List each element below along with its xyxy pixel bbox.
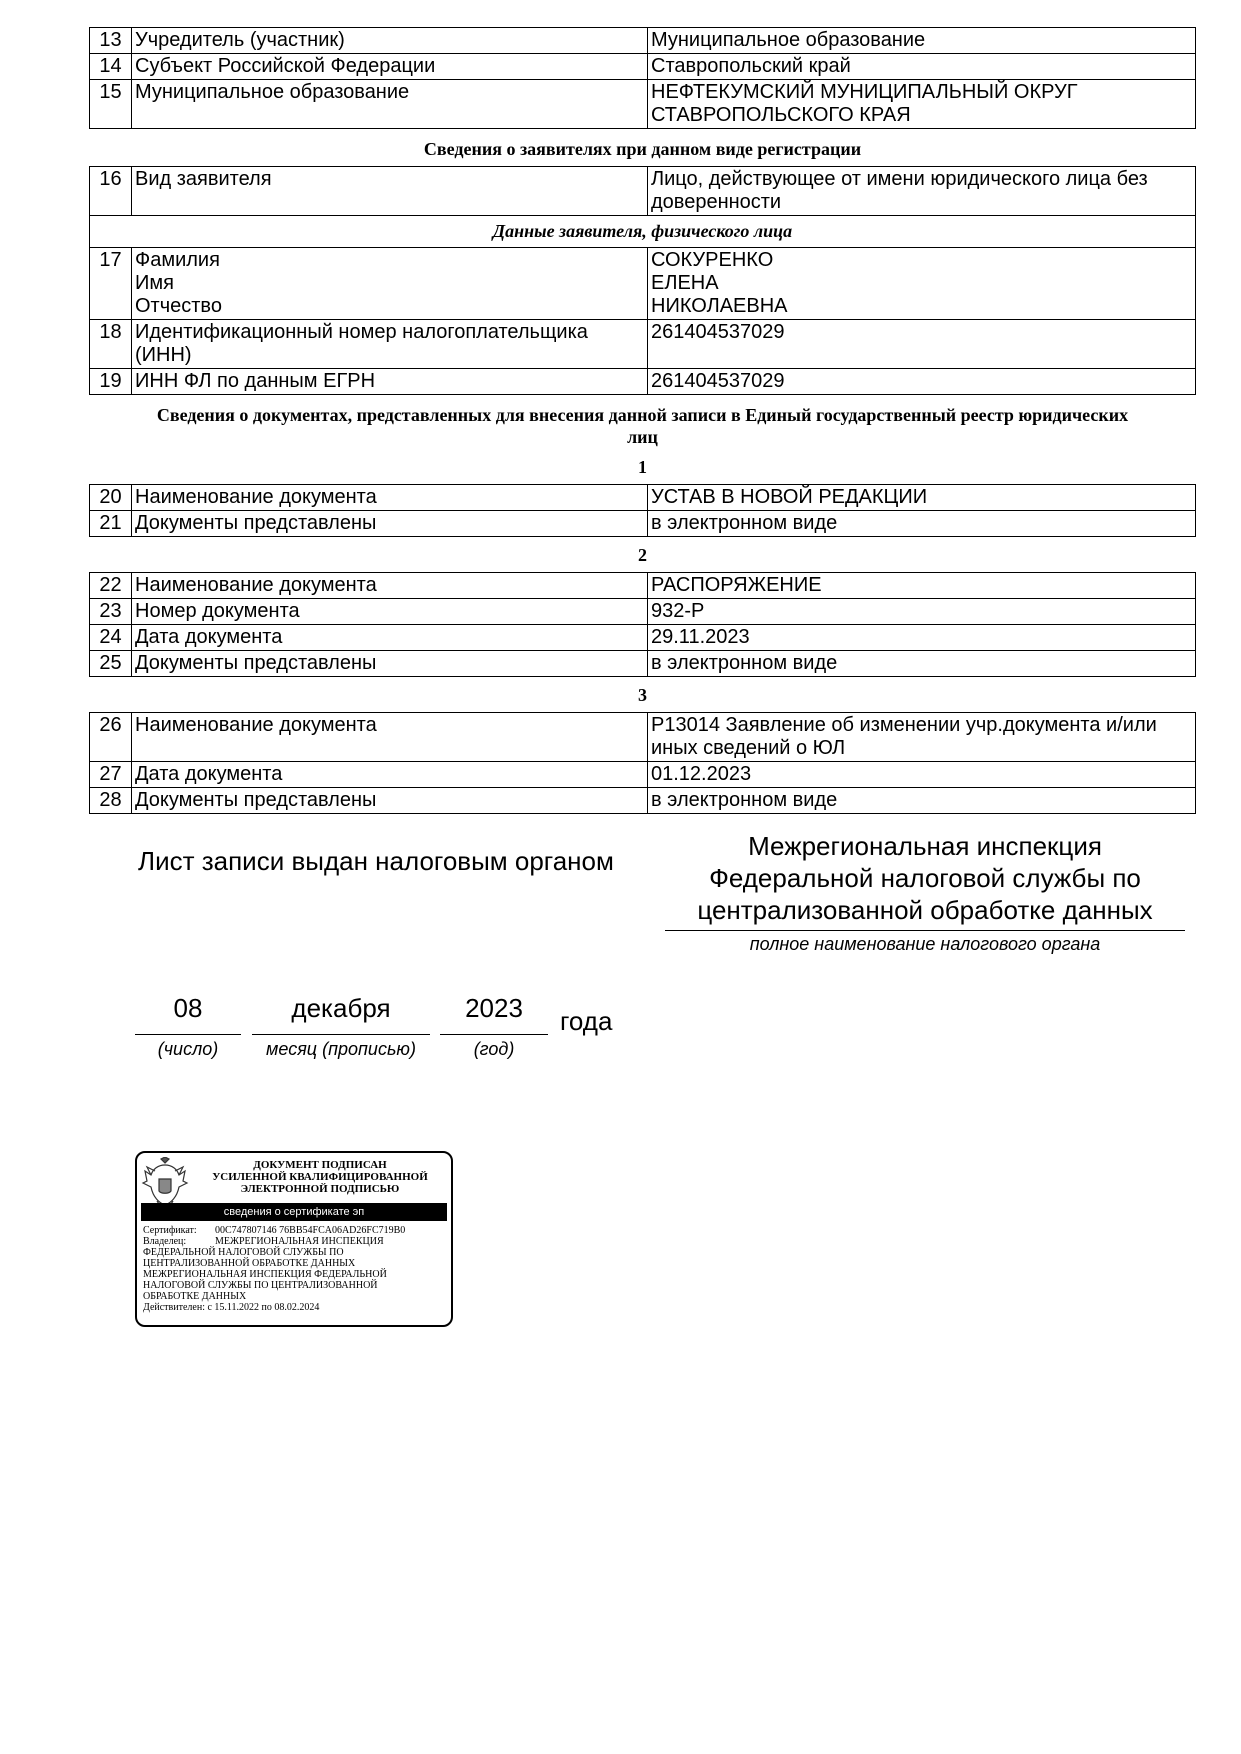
table-row	[90, 167, 1196, 216]
surname-label: Фамилия	[135, 249, 220, 271]
row-value	[648, 54, 1196, 80]
value-line: Муниципальное образование	[651, 29, 926, 51]
row-label: Документы представлены	[132, 651, 648, 677]
authority-line: централизованной обработке данных	[697, 895, 1153, 925]
row-label: Документы представлены	[132, 788, 648, 814]
row-label: Дата документа	[132, 625, 648, 651]
document-table	[89, 484, 1196, 537]
document-table	[89, 712, 1196, 814]
heading-line: Сведения о документах, представленных для внесения данной записи в Единый государственный реестр юридических	[156, 405, 1129, 425]
table-row	[90, 369, 1196, 395]
row-number: 14	[90, 54, 132, 80]
owner-line: ОБРАБОТКЕ ДАННЫХ	[143, 1291, 247, 1302]
row-number: 22	[90, 573, 132, 599]
tax-authority-name	[665, 830, 1185, 926]
row-number: 18	[90, 320, 132, 369]
row-value: в электронном виде	[648, 651, 1196, 677]
row-value: 932-Р	[648, 599, 1196, 625]
value-line: доверенности	[651, 191, 782, 213]
table-row	[90, 625, 1196, 651]
row-number: 17	[90, 248, 132, 320]
date-year-caption: (год)	[473, 1039, 515, 1059]
row-value: 29.11.2023	[648, 625, 1196, 651]
validity-value: с 15.11.2022 по 08.02.2024	[207, 1302, 320, 1313]
table-row	[90, 80, 1196, 129]
document-index: 2	[638, 545, 647, 565]
row-number: 21	[90, 511, 132, 537]
row-label: Номер документа	[132, 599, 648, 625]
value-line: Ставропольский край	[651, 55, 851, 77]
row-number: 15	[90, 80, 132, 129]
table-row	[90, 599, 1196, 625]
stamp-title-line: ЭЛЕКТРОННОЙ ПОДПИСЬЮ	[240, 1183, 400, 1195]
certificate-value: 00C747807146 76BB54FCA06AD26FC719B0	[215, 1225, 406, 1236]
date-day: 08	[173, 993, 203, 1023]
applicants-heading: Сведения о заявителях при данном виде регистрации	[423, 139, 862, 159]
date-month-underline	[252, 1034, 430, 1035]
table-row	[90, 320, 1196, 369]
row-value: 261404537029	[648, 320, 1196, 369]
row-label: Учредитель (участник)	[132, 28, 648, 54]
date-suffix: года	[560, 1006, 613, 1036]
applicants-table	[89, 166, 1196, 395]
value-line: НЕФТЕКУМСКИЙ МУНИЦИПАЛЬНЫЙ ОКРУГ	[651, 81, 1078, 103]
owner-row	[143, 1236, 447, 1247]
electronic-signature-stamp	[135, 1151, 453, 1327]
date-month-caption: месяц (прописью)	[266, 1039, 416, 1059]
row-value	[648, 713, 1196, 762]
stamp-title-line: ДОКУМЕНТ ПОДПИСАН	[253, 1159, 387, 1171]
certificate-details	[143, 1225, 447, 1313]
row-number: 26	[90, 713, 132, 762]
document-table	[89, 572, 1196, 677]
value-line: Лицо, действующее от имени юридического лица без	[651, 168, 1148, 190]
table-row	[90, 511, 1196, 537]
row-number: 20	[90, 485, 132, 511]
row-value: РАСПОРЯЖЕНИЕ	[648, 573, 1196, 599]
owner-label: Владелец:	[143, 1236, 187, 1247]
row-value: в электронном виде	[648, 511, 1196, 537]
owner-line: ФЕДЕРАЛЬНОЙ НАЛОГОВОЙ СЛУЖБЫ ПО	[143, 1247, 344, 1258]
authority-caption: полное наименование налогового органа	[749, 934, 1101, 954]
date-month: декабря	[291, 993, 391, 1023]
owner-line: МЕЖРЕГИОНАЛЬНАЯ ИНСПЕКЦИЯ ФЕДЕРАЛЬНОЙ	[143, 1269, 387, 1280]
row-label: Вид заявителя	[132, 167, 648, 216]
table-row	[90, 248, 1196, 320]
owner-line: МЕЖРЕГИОНАЛЬНАЯ ИНСПЕКЦИЯ	[215, 1236, 384, 1247]
label-line: (ИНН)	[135, 344, 192, 366]
value-line: СТАВРОПОЛЬСКОГО КРАЯ	[651, 104, 911, 126]
row-value: в электронном виде	[648, 788, 1196, 814]
certificate-label: Сертификат:	[143, 1225, 197, 1236]
row-value: УСТАВ В НОВОЙ РЕДАКЦИИ	[648, 485, 1196, 511]
table-row	[90, 573, 1196, 599]
table-row	[90, 713, 1196, 762]
row-label: Наименование документа	[132, 573, 648, 599]
row-label	[132, 320, 648, 369]
table-row	[90, 788, 1196, 814]
row-label: Субъект Российской Федерации	[132, 54, 648, 80]
date-day-underline	[135, 1034, 241, 1035]
first-name-value: ЕЛЕНА	[651, 272, 719, 294]
validity-row	[143, 1302, 447, 1313]
first-name-label: Имя	[135, 272, 174, 294]
row-label: Наименование документа	[132, 713, 648, 762]
patronymic-value: НИКОЛАЕВНА	[651, 295, 788, 317]
row-value	[648, 80, 1196, 129]
row-number: 28	[90, 788, 132, 814]
row-value: 01.12.2023	[648, 762, 1196, 788]
coat-of-arms-icon	[141, 1157, 189, 1209]
document-index: 1	[638, 457, 647, 477]
label-line: Идентификационный номер налогоплательщика	[135, 321, 588, 343]
stamp-title-line: УСИЛЕННОЙ КВАЛИФИЦИРОВАННОЙ	[212, 1171, 428, 1183]
surname-value: СОКУРЕНКО	[651, 249, 774, 271]
owner-line: НАЛОГОВОЙ СЛУЖБЫ ПО ЦЕНТРАЛИЗОВАННОЙ	[143, 1280, 378, 1291]
row-label: Дата документа	[132, 762, 648, 788]
patronymic-label: Отчество	[135, 295, 222, 317]
row-number: 27	[90, 762, 132, 788]
validity-label: Действителен:	[143, 1302, 205, 1313]
row-label: Муниципальное образование	[132, 80, 648, 129]
row-label: Наименование документа	[132, 485, 648, 511]
table-row	[90, 485, 1196, 511]
row-value: 261404537029	[648, 369, 1196, 395]
row-value	[648, 28, 1196, 54]
date-day-caption: (число)	[157, 1039, 219, 1059]
row-label: ИНН ФЛ по данным ЕГРН	[132, 369, 648, 395]
row-number: 13	[90, 28, 132, 54]
authority-line: Межрегиональная инспекция	[748, 831, 1102, 861]
table-row	[90, 651, 1196, 677]
table-subheading-row	[90, 216, 1196, 248]
date-year-underline	[440, 1034, 548, 1035]
issued-label: Лист записи выдан налоговым органом	[138, 846, 614, 876]
row-value	[648, 248, 1196, 320]
stamp-title	[191, 1159, 449, 1195]
value-line: иных сведений о ЮЛ	[651, 737, 846, 759]
row-number: 19	[90, 369, 132, 395]
documents-heading	[89, 404, 1196, 448]
certificate-info-bar: сведения о сертификате эп	[141, 1203, 447, 1221]
value-line: Р13014 Заявление об изменении учр.документа и/или	[651, 714, 1157, 736]
certificate-row	[143, 1225, 447, 1236]
founder-table	[89, 27, 1196, 129]
row-number: 24	[90, 625, 132, 651]
table-row	[90, 762, 1196, 788]
table-row	[90, 28, 1196, 54]
row-label	[132, 248, 648, 320]
row-value	[648, 167, 1196, 216]
row-label: Документы представлены	[132, 511, 648, 537]
row-number: 25	[90, 651, 132, 677]
date-year: 2023	[465, 993, 523, 1023]
authority-underline	[665, 930, 1185, 931]
row-number: 23	[90, 599, 132, 625]
table-row	[90, 54, 1196, 80]
applicant-subheading: Данные заявителя, физического лица	[90, 216, 1196, 248]
authority-line: Федеральной налоговой службы по	[709, 863, 1141, 893]
heading-line: лиц	[627, 427, 658, 447]
row-number: 16	[90, 167, 132, 216]
owner-line: ЦЕНТРАЛИЗОВАННОЙ ОБРАБОТКЕ ДАННЫХ	[143, 1258, 356, 1269]
document-index: 3	[638, 685, 647, 705]
